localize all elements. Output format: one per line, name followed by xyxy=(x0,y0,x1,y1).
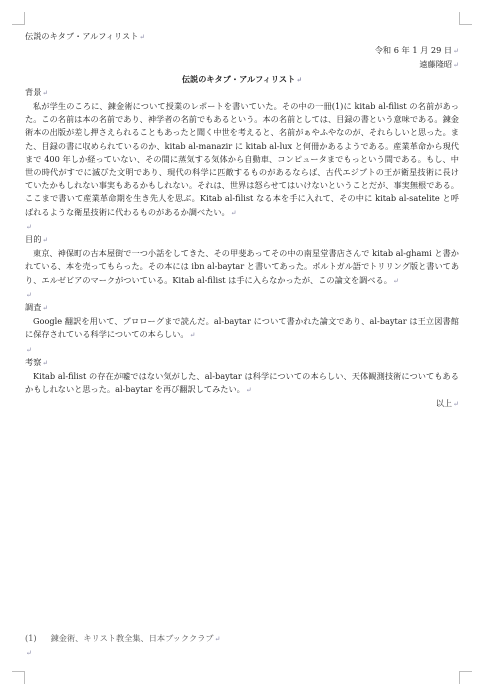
paragraph-mark: ↵ xyxy=(42,358,49,367)
section-body-purpose: 東京、神保町の古本屋街で一つ小話をしてきた、その甲斐あってその中の南星堂書店さんで kitab al-ghami と書かれている、本を売ってもらった。その本には ibn al-baytar と書いてあった。ポルトガル語でトリリング版と書いてあり、エルゼビアのマークがついている。Kitab al-filist は手に入らなかったが、この論文を調べる。↵ xyxy=(25,248,460,285)
paragraph-mark: ↵ xyxy=(42,88,49,97)
running-title: 伝説のキタブ・アルフィリスト↵ xyxy=(25,31,146,41)
paragraph-mark: ↵ xyxy=(296,74,303,84)
document-author: 遠藤隆昭↵ xyxy=(419,59,459,70)
paragraph-mark: ↵ xyxy=(230,208,237,217)
footnote-number: (1) xyxy=(25,633,37,643)
paragraph-mark: ↵ xyxy=(214,635,221,643)
section-body-background: 私が学生のころに、錬金術について授業のレポートを書いていた。その中の一冊(1)に kitab al-filist の名前があった。この名前は本の名前であり、神学者の名前でもあるという。本の名前としては、目録の書という意味である。錬金術本の出版が差し押さえられることもあったと聞く中世を考えると、名前がぁやふやなのが、それらしいと思った。また、目録の書に収められているのか、kitab al-manazir に kitab al-lux と何冊かあるようである。産業革命から現代まで 400 年しか経っていない、その間に蒸気する気体から自動車、コンピュータまでもっという間である。もし、中世の時代がすでに滅びた文明であり、現代の科学に匹敵するものがあるならば、古代エジプトの王が衛星技術に長けていたかもしれない事実もあるかもしれない。それは、世界は怒らせてはいけないということだが、事実無根である。ここまで書いて産業革命期を生き先人を思ぶ。Kitab al-filist なる本を手に入れて、その中に kitab al-satelite と呼ばれるような衛星技術に代わるものがあるか調べたい。↵ xyxy=(25,101,459,217)
page-corner-mark-top-right xyxy=(459,12,472,25)
document-page[interactable] xyxy=(25,30,459,412)
paragraph-mark: ↵ xyxy=(453,47,459,56)
paragraph-mark: ↵ xyxy=(42,304,49,313)
empty-paragraph: ↵ xyxy=(26,345,32,354)
section-body-discussion: Kitab al-filist の存在が嘘ではない気がした、al-baytar は科学についての本らしい、天体観測技術についてもあるかもしれないと思った。al-baytar を再び翻訳してみたい。↵ xyxy=(25,371,459,395)
paragraph-mark: ↵ xyxy=(453,61,459,70)
document-date: 令和 6 年 1 月 29 日↵ xyxy=(374,45,459,56)
paragraph-mark: ↵ xyxy=(189,331,196,340)
page-corner-mark-bottom-right xyxy=(459,671,472,684)
closing-mark: 以上↵ xyxy=(435,398,459,409)
section-heading-discussion: 考察↵ xyxy=(25,356,49,367)
empty-paragraph: ↵ xyxy=(26,649,32,657)
paragraph-mark: ↵ xyxy=(453,400,459,409)
paragraph-mark: ↵ xyxy=(42,236,49,245)
paragraph-mark: ↵ xyxy=(139,33,146,41)
paragraph-mark: ↵ xyxy=(392,276,399,285)
footnote-text: 錬金術、キリスト教全集、日本ブッククラブ xyxy=(50,633,214,643)
section-heading-purpose: 目的↵ xyxy=(25,234,49,245)
footnote-line xyxy=(25,632,221,646)
document-title: 伝説のキタブ・アルフィリスト↵ xyxy=(181,73,303,84)
page-corner-mark-bottom-left xyxy=(12,671,25,684)
footnote xyxy=(25,632,221,660)
page-corner-mark-top-left xyxy=(12,12,25,25)
empty-paragraph: ↵ xyxy=(26,222,32,231)
section-heading-background: 背景↵ xyxy=(25,86,49,97)
empty-paragraph: ↵ xyxy=(26,290,32,299)
section-heading-research: 調査↵ xyxy=(25,302,49,313)
section-body-research: Google 翻訳を用いて、プロローグまで読んだ。al-baytar について書かれた論文であり、al-baytar は王立図書館に保存されている科学についての本らしい。↵ xyxy=(25,316,459,340)
paragraph-mark: ↵ xyxy=(245,386,252,395)
